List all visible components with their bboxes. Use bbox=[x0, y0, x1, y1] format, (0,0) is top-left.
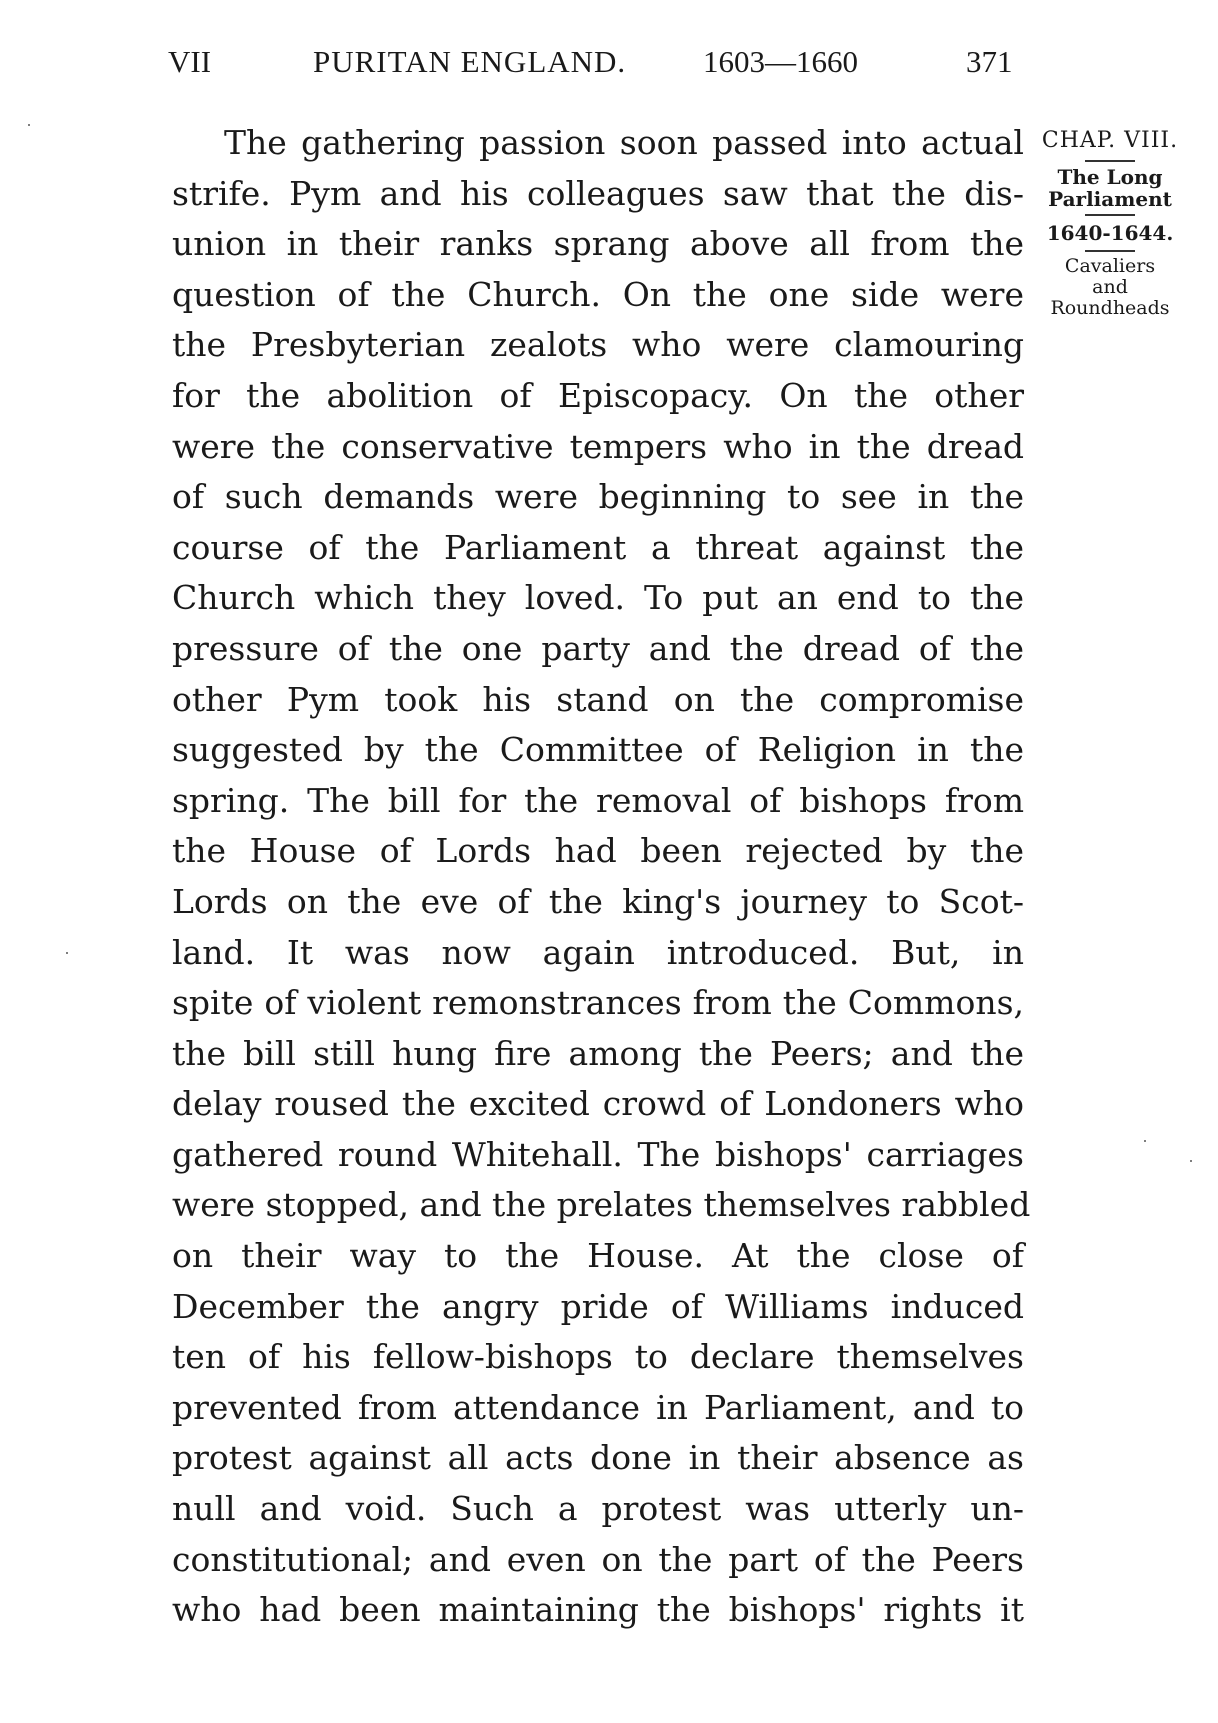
text-line: of such demands were beginning to see in the bbox=[172, 477, 1024, 517]
page-number: 371 bbox=[966, 44, 1013, 79]
body-text bbox=[172, 118, 1031, 1636]
text-line: other Pym took his stand on the compromise bbox=[172, 679, 1024, 719]
text-line: land. It was now again introduced. But, in bbox=[172, 932, 1024, 972]
margin-subject-line: Roundheads bbox=[1050, 297, 1170, 319]
period-dates: 1603—1660 bbox=[703, 44, 858, 79]
margin-divider bbox=[1085, 160, 1135, 162]
text-line: were stopped, and the prelates themselves rabbled bbox=[172, 1185, 1031, 1225]
text-line: suggested by the Committee of Religion in the bbox=[172, 730, 1024, 770]
text-line: protest against all acts done in their absence as bbox=[172, 1438, 1024, 1478]
text-line: gathered round Whitehall. The bishops' carriages bbox=[172, 1134, 1024, 1174]
text-line: ten of his fellow-bishops to declare themselves bbox=[172, 1337, 1024, 1377]
text-line: for the abolition of Episcopacy. On the other bbox=[172, 375, 1024, 415]
text-line: spring. The bill for the removal of bishops from bbox=[172, 780, 1024, 820]
scan-speck bbox=[1144, 1140, 1146, 1142]
text-line: the House of Lords had been rejected by the bbox=[172, 831, 1024, 871]
scan-speck bbox=[66, 952, 68, 954]
text-line: on their way to the House. At the close of bbox=[172, 1236, 1024, 1276]
running-header bbox=[0, 44, 1218, 84]
margin-divider bbox=[1085, 250, 1135, 252]
text-line: the bill still hung fire among the Peers; and the bbox=[172, 1033, 1024, 1073]
text-line: were the conservative tempers who in the dread bbox=[172, 426, 1024, 466]
text-line: Church which they loved. To put an end to the bbox=[172, 578, 1024, 618]
text-line: who had been maintaining the bishops' rights it bbox=[172, 1590, 1024, 1630]
text-line: prevented from attendance in Parliament, and to bbox=[172, 1387, 1024, 1427]
text-line: null and void. Such a protest was utterly un- bbox=[172, 1489, 1024, 1529]
text-line: strife. Pym and his colleagues saw that the dis- bbox=[172, 173, 1024, 213]
margin-subject-line: and bbox=[1092, 276, 1128, 298]
margin-divider bbox=[1085, 214, 1135, 216]
text-line: December the angry pride of Williams induced bbox=[172, 1286, 1024, 1326]
text-line: The gathering passion soon passed into actual bbox=[224, 123, 1024, 162]
margin-section-line: The Long bbox=[1057, 165, 1163, 189]
text-line: question of the Church. On the one side were bbox=[172, 274, 1024, 314]
margin-dates: 1640-1644. bbox=[1046, 221, 1174, 245]
margin-subject-line: Cavaliers bbox=[1064, 255, 1156, 277]
margin-notes bbox=[1030, 126, 1190, 319]
scan-speck bbox=[28, 124, 30, 126]
chapter-numeral: VII bbox=[168, 44, 212, 79]
text-line: constitutional; and even on the part of the Peers bbox=[172, 1539, 1024, 1579]
text-line: course of the Parliament a threat against the bbox=[172, 527, 1024, 567]
text-line: Lords on the eve of the king's journey to Scot- bbox=[172, 881, 1024, 921]
text-line: the Presbyterian zealots who were clamouring bbox=[172, 325, 1024, 365]
margin-section-line: Parliament bbox=[1048, 187, 1172, 211]
text-line: pressure of the one party and the dread of the bbox=[172, 628, 1024, 668]
text-line: delay roused the excited crowd of Londoners who bbox=[172, 1084, 1024, 1124]
book-title: PURITAN ENGLAND. bbox=[313, 44, 627, 79]
scan-speck bbox=[1190, 1160, 1192, 1162]
margin-chapter: CHAP. VIII. bbox=[1041, 128, 1179, 153]
text-line: spite of violent remonstrances from the Commons, bbox=[172, 983, 1024, 1023]
text-line: union in their ranks sprang above all from the bbox=[172, 224, 1024, 264]
